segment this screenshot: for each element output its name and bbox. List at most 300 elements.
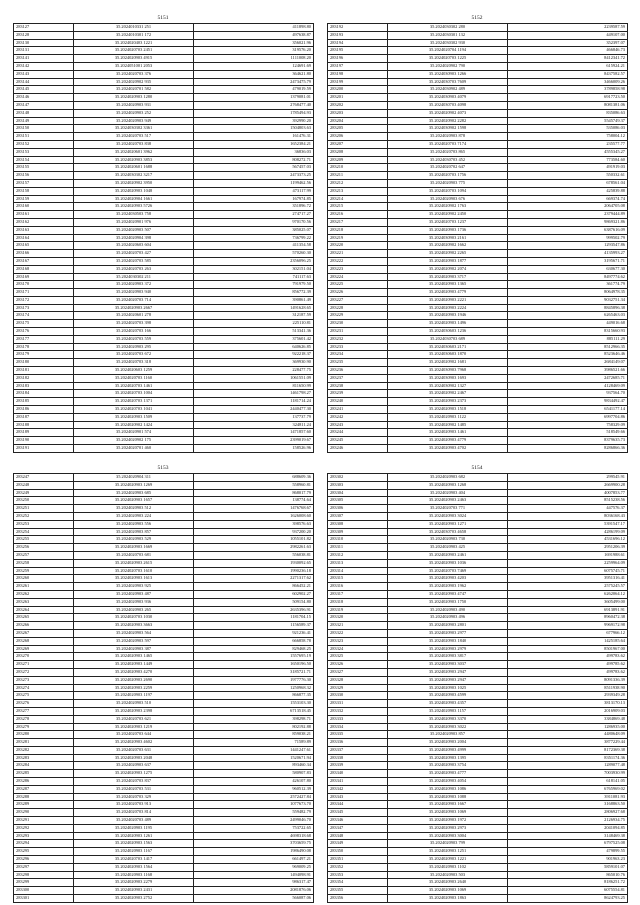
table-row (14, 668, 314, 676)
record-id-cell: 283192 (328, 24, 388, 32)
amount-cell: 2768477.40 (194, 101, 314, 109)
record-id-cell: 283338 (328, 754, 388, 762)
table-row (328, 351, 628, 359)
code-cell: 35.2024020903 2004 (388, 739, 508, 747)
amount-cell: 235577.77 (508, 140, 628, 148)
amount-cell: 6262064.12 (508, 590, 628, 598)
record-id-cell: 283331 (328, 700, 388, 708)
amount-cell: 225110.81 (194, 320, 314, 328)
amount-cell: 866452.21 (194, 583, 314, 591)
table-row (328, 226, 628, 234)
table-row (328, 746, 628, 754)
code-cell: 35.2024020903 936 (74, 598, 194, 606)
table-row (14, 739, 314, 747)
table-row (328, 55, 628, 63)
table-row (14, 489, 314, 497)
record-id-cell: 283236 (328, 367, 388, 375)
code-cell: 35.2024020703 1094 (388, 187, 508, 195)
code-cell: 35.2024020903 3754 (388, 762, 508, 770)
amount-cell: 6713518.45 (194, 707, 314, 715)
amount-cell: 2939349.28 (508, 692, 628, 700)
record-id-cell: 283303 (328, 481, 388, 489)
record-id-cell: 283247 (14, 474, 74, 482)
amount-cell: 1286935.00 (508, 723, 628, 731)
amount-cell: 449107.00 (508, 31, 628, 39)
record-id-cell: 283257 (14, 551, 74, 559)
table-row (328, 429, 628, 437)
table-row (14, 536, 314, 544)
amount-cell: 1650196.50 (194, 661, 314, 669)
amount-cell: 2081876.06 (194, 887, 314, 895)
table-row (328, 895, 628, 903)
table-row (328, 398, 628, 406)
amount-cell: 1553103.30 (194, 700, 314, 708)
table-row (328, 692, 628, 700)
code-cell: 35.2024020902 4073 (388, 109, 508, 117)
table-row (14, 203, 314, 211)
record-id-cell: 283287 (14, 785, 74, 793)
record-id-cell: 283316 (328, 583, 388, 591)
record-id-cell: 283160 (14, 203, 74, 211)
amount-cell: 3148469.38 (508, 832, 628, 840)
table-row (328, 39, 628, 47)
code-cell: 35.2024020903 1496 (388, 320, 508, 328)
record-id-cell: 283148 (14, 109, 74, 117)
code-cell: 35.2024020903 4999 (388, 746, 508, 754)
code-cell: 35.2024020703 1041 (74, 406, 194, 414)
amount-cell: 8960472.38 (508, 614, 628, 622)
code-cell: 35.2024020703 1756 (388, 172, 508, 180)
record-id-cell: 283339 (328, 762, 388, 770)
code-cell: 35.2024020903 1518 (388, 406, 508, 414)
amount-cell: 2684149.07 (508, 359, 628, 367)
code-cell: 35.2024020903 372 (74, 281, 194, 289)
amount-cell: 9032751.34 (508, 296, 628, 304)
data-table (327, 473, 628, 903)
code-cell: 35.2024020903 1395 (388, 754, 508, 762)
table-row (328, 148, 628, 156)
record-id-cell: 283143 (14, 70, 74, 78)
table-row (328, 367, 628, 375)
record-id-cell: 283150 (14, 125, 74, 133)
code-cell: 35.2024020903 224 (74, 512, 194, 520)
amount-cell: 385025.07 (194, 226, 314, 234)
record-id-cell: 283141 (14, 55, 74, 63)
table-row (14, 218, 314, 226)
table-row (14, 895, 314, 903)
code-cell: 35.2024030902 1598 (388, 125, 508, 133)
code-cell: 35.2024020903 1863 (388, 895, 508, 903)
record-id-cell: 283276 (14, 700, 74, 708)
amount-cell: 3605499.00 (508, 598, 628, 606)
amount-cell: 499783.62 (508, 668, 628, 676)
record-id-cell: 283198 (328, 70, 388, 78)
amount-cell: 618141.05 (508, 778, 628, 786)
record-id-cell: 283288 (14, 793, 74, 801)
table-row (14, 265, 314, 273)
record-id-cell: 283254 (14, 528, 74, 536)
table-row (328, 637, 628, 645)
table-row (14, 242, 314, 250)
code-cell: 35.2024020902 1763 (388, 203, 508, 211)
table-row (14, 86, 314, 94)
amount-cell: 1557695.19 (194, 653, 314, 661)
record-id-cell: 283239 (328, 390, 388, 398)
record-id-cell: 283334 (328, 723, 388, 731)
table-row (14, 281, 314, 289)
table-row (14, 101, 314, 109)
amount-cell: 1494098.91 (194, 871, 314, 879)
code-cell: 35.2024030703 7609 (388, 78, 508, 86)
code-cell: 35.2024010331 251 (74, 24, 194, 32)
code-cell: 35.2024020903 1563 (74, 840, 194, 848)
amount-cell: 6075554.81 (508, 887, 628, 895)
amount-cell: 369930.90 (194, 359, 314, 367)
table-row (14, 583, 314, 591)
code-cell: 35.2024020601 278 (74, 312, 194, 320)
record-id-cell: 283170 (14, 281, 74, 289)
table-row (328, 606, 628, 614)
amount-cell: 161476.31 (194, 133, 314, 141)
amount-cell: 866877.35 (194, 692, 314, 700)
code-cell: 35.2024020903 3004 (388, 832, 508, 840)
table-row (14, 700, 314, 708)
record-id-cell: 283356 (328, 895, 388, 903)
table-row (14, 406, 314, 414)
table-row (328, 242, 628, 250)
amount-cell: 2572427.84 (194, 793, 314, 801)
code-cell: 35.2024020903 1962 (388, 583, 508, 591)
amount-cell: 9869321.86 (508, 218, 628, 226)
table-row (14, 273, 314, 281)
table-row (14, 359, 314, 367)
table-row (14, 343, 314, 351)
code-cell: 35.2024020903 4270 (74, 668, 194, 676)
table-row (328, 707, 628, 715)
code-cell: 35.2024020703 714 (74, 296, 194, 304)
code-cell: 35.2024020903 1669 (74, 544, 194, 552)
table-row (14, 172, 314, 180)
amount-cell: 274717.27 (194, 211, 314, 219)
amount-cell: 1930092.65 (194, 559, 314, 567)
code-cell: 35.2024020903 1269 (74, 481, 194, 489)
record-id-cell: 283161 (14, 211, 74, 219)
code-cell: 35.2024020703 913 (74, 801, 194, 809)
table-row (14, 629, 314, 637)
table-row (328, 801, 628, 809)
amount-cell: 2440477.30 (194, 406, 314, 414)
record-id-cell: 283169 (14, 273, 74, 281)
amount-cell: 550332.61 (508, 172, 628, 180)
amount-cell: 2016909.03 (508, 707, 628, 715)
amount-cell: 1520671.94 (194, 754, 314, 762)
amount-cell: 499785.62 (508, 661, 628, 669)
amount-cell: 4007853.77 (508, 489, 628, 497)
record-id-cell: 283213 (328, 187, 388, 195)
record-id-cell: 283225 (328, 281, 388, 289)
code-cell: 35.2024020903 940 (74, 289, 194, 297)
code-cell: 35.2024020903 5726 (74, 203, 194, 211)
code-cell: 35.2024020903 1168 (74, 871, 194, 879)
code-cell: 35.2024020703 398 (74, 320, 194, 328)
code-cell: 35.2024020903 3817 (388, 653, 508, 661)
table-row (328, 133, 628, 141)
amount-cell: 3384869.48 (508, 715, 628, 723)
table-row (14, 445, 314, 453)
amount-cell: 124691.69 (194, 62, 314, 70)
amount-cell: 6541177.14 (508, 406, 628, 414)
page-number: 5154 (471, 465, 483, 471)
code-cell: 35.2024020903 1877 (388, 257, 508, 265)
amount-cell: 2635396.91 (194, 606, 314, 614)
table-row (328, 62, 628, 70)
amount-cell: 7003930.99 (508, 770, 628, 778)
table-row (328, 739, 628, 747)
record-id-cell: 283265 (14, 614, 74, 622)
amount-cell: 535086.03 (508, 125, 628, 133)
record-id-cell: 283209 (328, 156, 388, 164)
code-cell: 35.2024030902 489 (388, 86, 508, 94)
record-id-cell: 283304 (328, 489, 388, 497)
record-id-cell: 283214 (328, 195, 388, 203)
amount-cell: 753722.65 (194, 824, 314, 832)
amount-cell: 661497.21 (194, 856, 314, 864)
amount-cell: 1181714.24 (194, 398, 314, 406)
record-id-cell: 283188 (14, 421, 74, 429)
code-cell: 35.2024020903 682 (388, 474, 508, 482)
record-id-cell: 283267 (14, 629, 74, 637)
record-id-cell: 283241 (328, 406, 388, 414)
code-cell: 35.2024020902 2467 (388, 390, 508, 398)
record-id-cell: 283215 (328, 203, 388, 211)
record-id-cell: 283333 (328, 715, 388, 723)
amount-cell: 6797525.08 (508, 840, 628, 848)
amount-cell: 312187.59 (194, 312, 314, 320)
code-cell: 35.2024020902 935 (74, 78, 194, 86)
amount-cell: 449016.68 (508, 320, 628, 328)
record-id-cell: 283246 (328, 445, 388, 453)
page-panel-5152 (327, 14, 627, 453)
table-row (328, 583, 628, 591)
table-row (328, 296, 628, 304)
record-id-cell: 283238 (328, 382, 388, 390)
amount-cell: 479899.55 (508, 848, 628, 856)
table-row (328, 598, 628, 606)
table-row (328, 474, 628, 482)
code-cell: 35.2024020903 1086 (388, 785, 508, 793)
code-cell: 35.2024020703 865 (388, 148, 508, 156)
record-id-cell: 283280 (14, 731, 74, 739)
table-row (328, 101, 628, 109)
code-cell: 35.2024020903 1280 (74, 94, 194, 102)
amount-cell: 447576.37 (508, 505, 628, 513)
record-id-cell: 283352 (328, 863, 388, 871)
amount-cell: 758004.12 (508, 133, 628, 141)
record-id-cell: 283210 (328, 164, 388, 172)
code-cell: 35.2024030903 7968 (388, 367, 508, 375)
table-row (14, 653, 314, 661)
amount-cell: 302151.04 (194, 265, 314, 273)
amount-cell: 138774.64 (194, 497, 314, 505)
amount-cell: 1977776.30 (194, 676, 314, 684)
record-id-cell: 283179 (14, 351, 74, 359)
table-row (14, 731, 314, 739)
record-id-cell: 283194 (328, 39, 388, 47)
table-row (328, 31, 628, 39)
record-id-cell: 283235 (328, 359, 388, 367)
amount-cell: 8351174.36 (508, 754, 628, 762)
code-cell: 35.2024020902 1681 (388, 359, 508, 367)
table-row (328, 281, 628, 289)
code-cell: 35.2024020903 1025 (388, 684, 508, 692)
amount-cell: 8064978.35 (508, 289, 628, 297)
table-row (14, 801, 314, 809)
record-id-cell: 283318 (328, 598, 388, 606)
record-id-cell: 283330 (328, 692, 388, 700)
amount-cell: 3466009.26 (508, 78, 628, 86)
record-id-cell: 283268 (14, 637, 74, 645)
table-row (14, 31, 314, 39)
code-cell: 35.2024020903 556 (74, 520, 194, 528)
code-cell: 35.2024020903 4599 (388, 692, 508, 700)
table-row (328, 520, 628, 528)
table-row (328, 840, 628, 848)
table-row (328, 413, 628, 421)
record-id-cell: 283347 (328, 824, 388, 832)
record-id-cell: 283323 (328, 637, 388, 645)
amount-cell: 3703659.75 (194, 840, 314, 848)
record-id-cell: 283202 (328, 101, 388, 109)
amount-cell: 499783.62 (508, 653, 628, 661)
amount-cell: 1077673.70 (194, 801, 314, 809)
code-cell: 35.2024010301 172 (74, 31, 194, 39)
table-row (14, 544, 314, 552)
code-cell: 35.2024020903 1509 (74, 413, 194, 421)
record-id-cell: 283259 (14, 567, 74, 575)
amount-cell: 479019.59 (194, 86, 314, 94)
amount-cell: 999502.79 (508, 234, 628, 242)
record-id-cell: 283162 (14, 218, 74, 226)
code-cell: 35.2024020903 3717 (388, 273, 508, 281)
code-cell: 35.2024020703 814 (74, 809, 194, 817)
record-id-cell: 283322 (328, 629, 388, 637)
amount-cell: 426107.80 (194, 778, 314, 786)
amount-cell: 4286199.09 (508, 528, 628, 536)
table-row (328, 793, 628, 801)
amount-cell: 1061551.09 (194, 374, 314, 382)
amount-cell: 361774.79 (508, 281, 628, 289)
code-cell: 35.2024020703 837 (74, 778, 194, 786)
record-id-cell: 283310 (328, 536, 388, 544)
table-row (14, 429, 314, 437)
record-id-cell: 283245 (328, 437, 388, 445)
table-row (14, 187, 314, 195)
table-row (14, 785, 314, 793)
code-cell: 35.2024030903 4079 (388, 94, 508, 102)
record-id-cell: 283175 (14, 320, 74, 328)
code-cell: 35.2024020903 1122 (388, 413, 508, 421)
table-row (328, 817, 628, 825)
amount-cell: 9834492.47 (508, 398, 628, 406)
amount-cell: 6075745.71 (508, 567, 628, 575)
table-row (328, 320, 628, 328)
record-id-cell: 283279 (14, 723, 74, 731)
amount-cell: 829468.25 (194, 645, 314, 653)
amount-cell: 677966.12 (508, 629, 628, 637)
table-row (328, 528, 628, 536)
record-id-cell: 283178 (14, 343, 74, 351)
record-id-cell: 283164 (14, 234, 74, 242)
record-id-cell: 283296 (14, 856, 74, 864)
table-row (14, 770, 314, 778)
table-row (14, 328, 314, 336)
amount-cell: 2473373.25 (194, 172, 314, 180)
table-row (14, 109, 314, 117)
table-row (328, 848, 628, 856)
amount-cell: 3877229.44 (508, 739, 628, 747)
code-cell: 35.2024020903 1840 (388, 637, 508, 645)
code-cell: 35.2024020903 1261 (74, 832, 194, 840)
amount-cell: 2356096.25 (194, 257, 314, 265)
table-row (328, 234, 628, 242)
code-cell: 35.2024020703 166 (74, 328, 194, 336)
code-cell: 35.2024020703 7174 (388, 140, 508, 148)
amount-cell: 4135993.27 (508, 250, 628, 258)
record-id-cell: 283353 (328, 871, 388, 879)
record-id-cell: 283144 (14, 78, 74, 86)
record-id-cell: 283145 (14, 86, 74, 94)
table-row (14, 117, 314, 125)
record-id-cell: 283299 (14, 879, 74, 887)
amount-cell: 570260.30 (194, 250, 314, 258)
code-cell: 35.2024020903 2973 (388, 824, 508, 832)
record-id-cell: 283354 (328, 879, 388, 887)
amount-cell: 8379635.73 (508, 437, 628, 445)
table-row (14, 179, 314, 187)
table-row (328, 809, 628, 817)
code-cell: 35.2024020903 4777 (388, 770, 508, 778)
record-id-cell: 283187 (14, 413, 74, 421)
table-row (328, 824, 628, 832)
record-id-cell: 283240 (328, 398, 388, 406)
table-row (328, 505, 628, 513)
table-row (328, 406, 628, 414)
table-row (328, 437, 628, 445)
record-id-cell: 283271 (14, 661, 74, 669)
amount-cell: 1156589.37 (194, 622, 314, 630)
code-cell: 35.2024020903 529 (74, 536, 194, 544)
amount-cell: 6917723.50 (508, 94, 628, 102)
amount-cell: 351896.72 (194, 203, 314, 211)
code-cell: 35.2024030302 280 (388, 24, 508, 32)
table-row (328, 762, 628, 770)
table-row (328, 125, 628, 133)
record-id-cell: 283193 (328, 31, 388, 39)
code-cell: 35.2024020903 2977 (388, 629, 508, 637)
table-row (328, 723, 628, 731)
record-id-cell: 283184 (14, 390, 74, 398)
record-id-cell: 283300 (14, 887, 74, 895)
code-cell: 35.2024020903 730 (388, 536, 508, 544)
code-cell: 35.2024020603 604 (74, 242, 194, 250)
table-row (14, 637, 314, 645)
code-cell: 35.2024020903 1036 (388, 559, 508, 567)
code-cell: 35.2024020903 295 (74, 343, 194, 351)
table-row (14, 512, 314, 520)
data-table (327, 23, 628, 453)
amount-cell: 1986490.08 (194, 848, 314, 856)
table-row (328, 211, 628, 219)
